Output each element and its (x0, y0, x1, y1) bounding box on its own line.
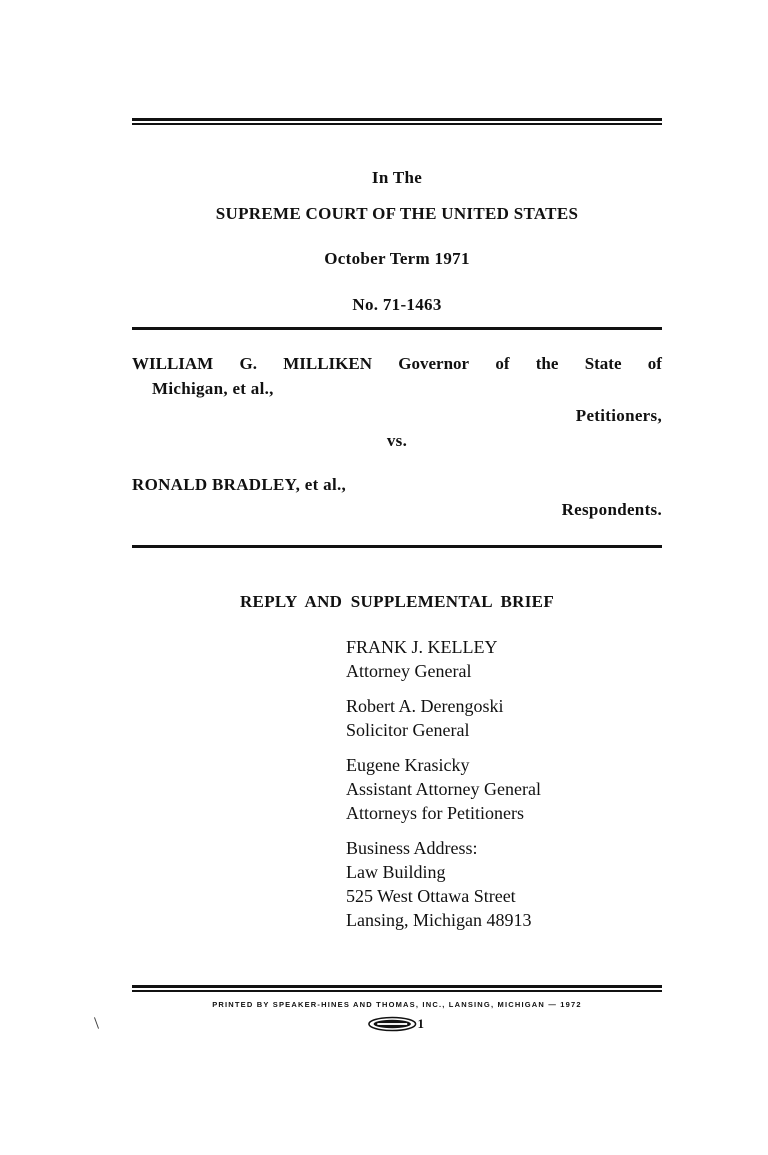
attorney-name: FRANK J. KELLEY (346, 637, 498, 657)
business-address (346, 836, 541, 932)
heading-in-the: In The (371, 168, 423, 187)
printer-imprint: PRINTED BY SPEAKER-HINES AND THOMAS, INC., LANSING, MICHIGAN — 1972 (212, 1000, 582, 1009)
attorney-derengoski (346, 694, 541, 742)
union-bug-icon (368, 1016, 417, 1032)
union-label (368, 1015, 424, 1033)
petitioner-word: WILLIAM (132, 354, 214, 373)
attorney-title: Attorney General (346, 661, 472, 681)
attorney-title: Solicitor General (346, 720, 470, 740)
attorney-name: Robert A. Derengoski (346, 696, 504, 716)
attorneys-block (346, 635, 541, 943)
caption-top-rule (132, 327, 662, 330)
petitioners-role: Petitioners, (575, 406, 662, 425)
petitioner-word: of (647, 354, 662, 373)
attorney-name: Eugene Krasicky (346, 755, 470, 775)
respondent-name: RONALD BRADLEY, et al., (132, 475, 347, 494)
caption-bottom-rule (132, 545, 662, 548)
bottom-rule-thin (132, 990, 662, 992)
document-title: REPLY AND SUPPLEMENTAL BRIEF (239, 592, 554, 611)
petitioner-line (132, 354, 662, 374)
docket-number: No. 71-1463 (352, 295, 442, 314)
address-line: Lansing, Michigan 48913 (346, 910, 532, 930)
attorney-title: Assistant Attorney General (346, 779, 541, 799)
respondents-role: Respondents. (561, 500, 662, 519)
attorney-krasicky (346, 753, 541, 825)
court-name: SUPREME COURT OF THE UNITED STATES (215, 204, 579, 223)
stray-mark (94, 1017, 99, 1029)
address-label: Business Address: (346, 838, 478, 858)
attorneys-for-petitioners: Attorneys for Petitioners (346, 803, 524, 823)
address-line: 525 West Ottawa Street (346, 886, 516, 906)
petitioner-line-2: Michigan, et al., (152, 379, 274, 398)
petitioner-word: the (535, 354, 559, 373)
union-bug-number: 1 (417, 1016, 424, 1031)
bottom-rule-thick (132, 985, 662, 988)
address-line: Law Building (346, 862, 446, 882)
petitioner-word: G. (239, 354, 257, 373)
versus: vs. (386, 431, 408, 450)
attorney-kelley (346, 635, 541, 683)
petitioner-word: State (584, 354, 622, 373)
top-rule-thin (132, 123, 662, 125)
term: October Term 1971 (324, 249, 470, 268)
petitioner-word: of (495, 354, 510, 373)
top-rule-thick (132, 118, 662, 121)
petitioner-word: MILLIKEN (283, 354, 373, 373)
petitioner-word: Governor (398, 354, 470, 373)
